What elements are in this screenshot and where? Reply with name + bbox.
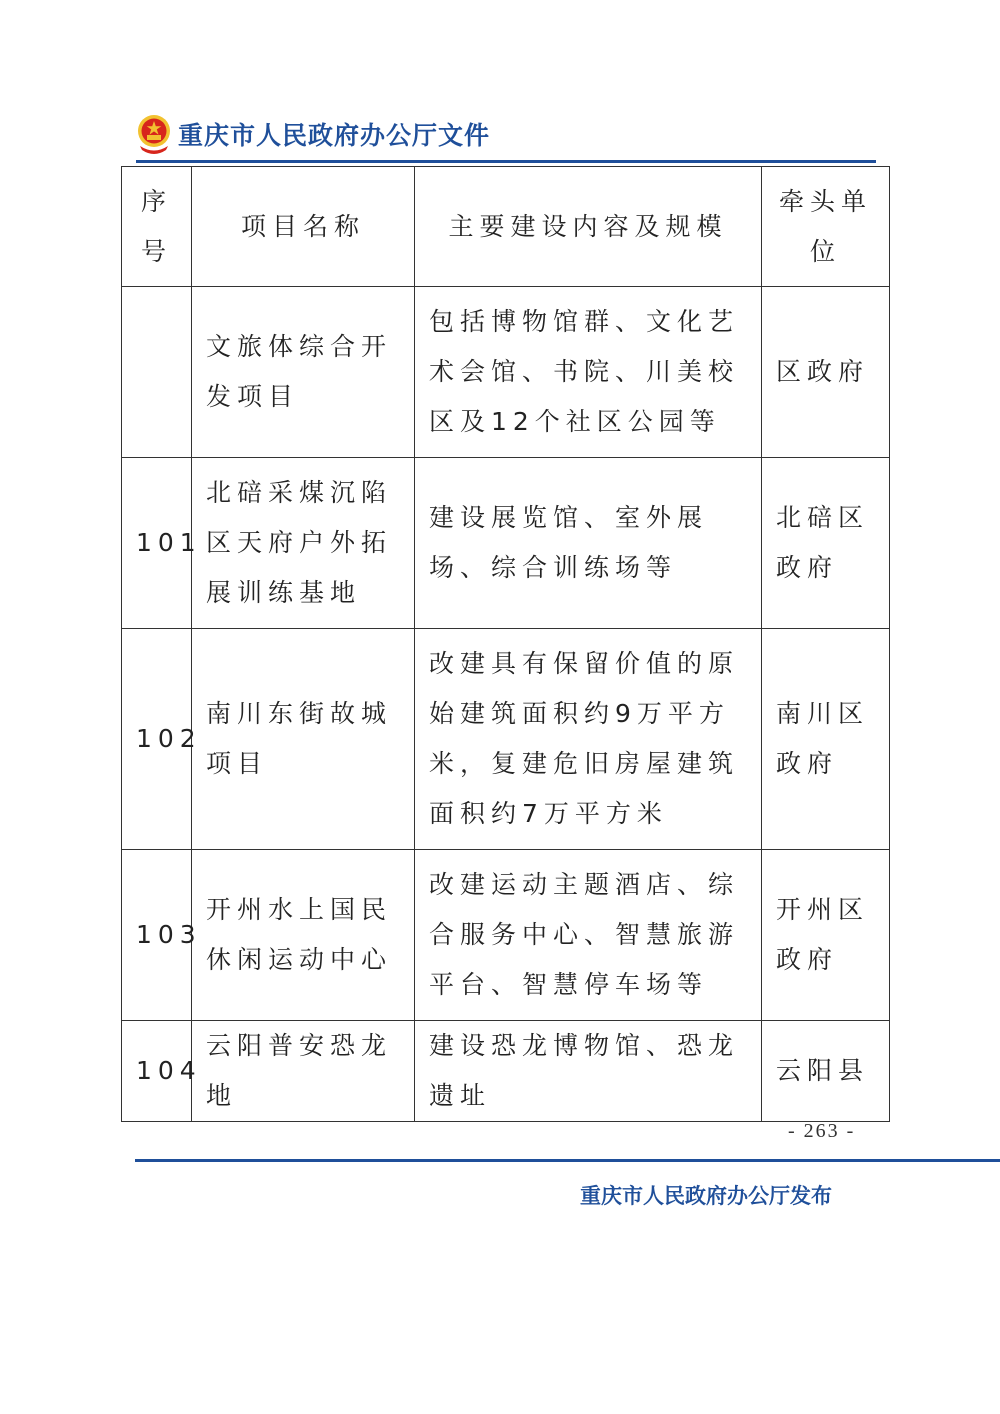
row-lead: 开州区政府 xyxy=(762,850,890,1021)
project-table xyxy=(121,166,890,1122)
page-number: - 263 - xyxy=(788,1120,856,1142)
row-lead: 南川区政府 xyxy=(762,629,890,850)
row-name: 云阳普安恐龙地 xyxy=(192,1021,415,1122)
header-seq: 序号 xyxy=(122,167,192,287)
row-name: 南川东街故城项目 xyxy=(192,629,415,850)
table-row xyxy=(122,850,890,1021)
header-content: 主要建设内容及规模 xyxy=(415,167,762,287)
header-divider xyxy=(136,160,876,163)
document-header xyxy=(136,110,490,158)
footer-divider xyxy=(135,1159,1000,1162)
table-row xyxy=(122,1021,890,1122)
header-lead: 牵头单位 xyxy=(762,167,890,287)
row-content: 建设恐龙博物馆、恐龙遗址 xyxy=(415,1021,762,1122)
table-row xyxy=(122,287,890,458)
row-lead: 区政府 xyxy=(762,287,890,458)
row-seq: 104 xyxy=(122,1021,192,1122)
row-name: 开州水上国民休闲运动中心 xyxy=(192,850,415,1021)
row-content: 建设展览馆、室外展场、综合训练场等 xyxy=(415,458,762,629)
row-name: 文旅体综合开发项目 xyxy=(192,287,415,458)
row-name: 北碚采煤沉陷区天府户外拓展训练基地 xyxy=(192,458,415,629)
national-emblem-icon xyxy=(136,114,172,154)
row-lead: 北碚区政府 xyxy=(762,458,890,629)
row-content: 改建运动主题酒店、综合服务中心、智慧旅游平台、智慧停车场等 xyxy=(415,850,762,1021)
row-seq: 102 xyxy=(122,629,192,850)
header-title: 重庆市人民政府办公厅文件 xyxy=(178,121,491,150)
row-seq: 101 xyxy=(122,458,192,629)
table-row xyxy=(122,629,890,850)
header-name: 项目名称 xyxy=(192,167,415,287)
row-content: 改建具有保留价值的原始建筑面积约9万平方米，复建危旧房屋建筑面积约7万平方米 xyxy=(415,629,762,850)
row-seq: 103 xyxy=(122,850,192,1021)
table-row xyxy=(122,458,890,629)
row-lead: 云阳县 xyxy=(762,1021,890,1122)
row-content: 包括博物馆群、文化艺术会馆、书院、川美校区及12个社区公园等 xyxy=(415,287,762,458)
footer-publisher: 重庆市人民政府办公厅发布 xyxy=(580,1183,832,1208)
table-header-row xyxy=(122,167,890,287)
row-seq xyxy=(122,287,192,458)
